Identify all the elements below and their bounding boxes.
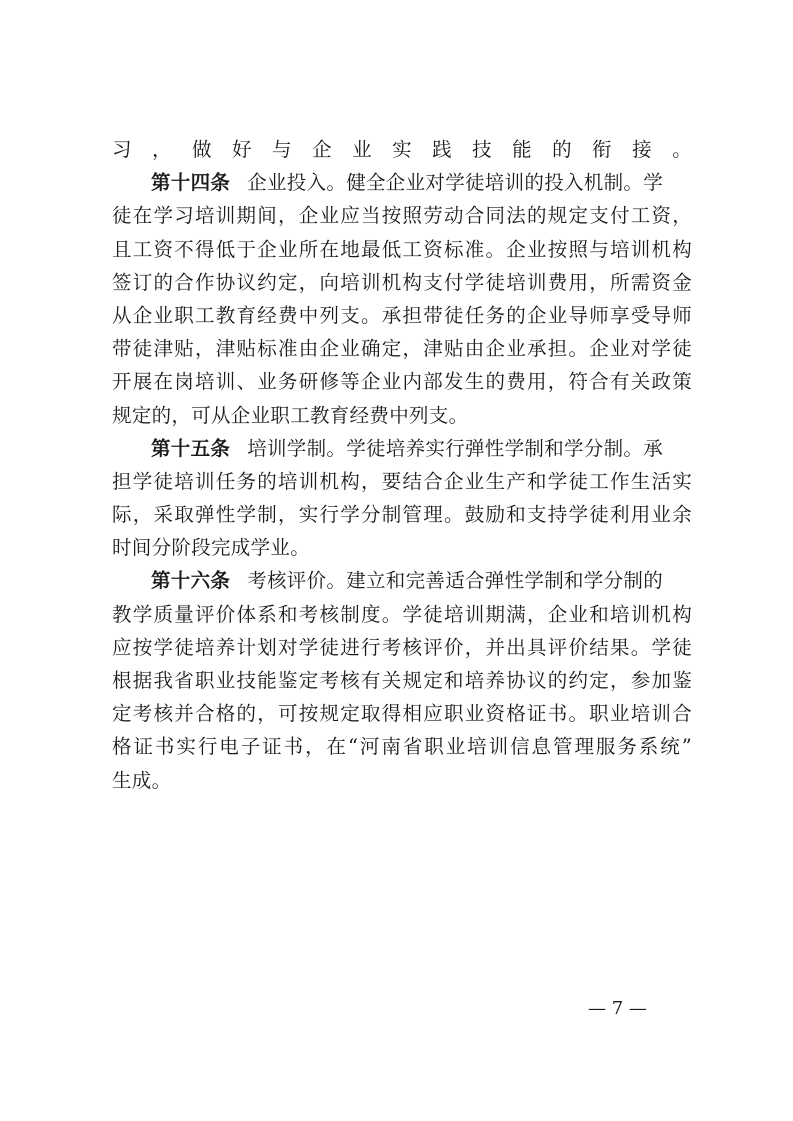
line-text: 际，采取弹性学制，实行学分制管理。鼓励和支持学徒利用业余	[112, 503, 692, 527]
article-heading-line	[112, 564, 692, 597]
article-heading-line	[112, 432, 692, 465]
page-number: — 7 —	[588, 998, 647, 1019]
text-line	[112, 697, 692, 730]
text-line	[112, 531, 692, 564]
text-line	[112, 299, 692, 332]
text-line	[112, 631, 692, 664]
line-text: 培训学制。学徒培养实行弹性学制和学分制。承	[247, 436, 664, 460]
line-text: 习，做好与企业实践技能的衔接。	[112, 138, 692, 161]
line-text: 规定的，可从企业职工教育经费中列支。	[112, 403, 469, 427]
line-text: 时间分阶段完成学业。	[112, 536, 311, 560]
text-line	[112, 233, 692, 266]
text-line	[112, 133, 692, 166]
line-text: 根据我省职业技能鉴定考核有关规定和培养协议的约定，参加鉴	[112, 669, 692, 692]
line-text: 从企业职工教育经费中列支。承担带徒任务的企业导师享受导师	[112, 303, 692, 327]
article-title: 第十六条	[151, 569, 231, 593]
line-text: 开展在岗培训、业务研修等企业内部发生的费用，符合有关政策	[112, 370, 692, 394]
line-text: 企业投入。健全企业对学徒培训的投入机制。学	[247, 171, 664, 195]
text-line	[112, 365, 692, 398]
text-line	[112, 399, 692, 432]
article-title: 第十五条	[151, 436, 231, 460]
line-text: 格证书实行电子证书，在“河南省职业培训信息管理服务系统”	[112, 735, 692, 759]
line-text: 徒在学习培训期间，企业应当按照劳动合同法的规定支付工资，	[112, 204, 692, 228]
line-text: 定考核并合格的，可按规定取得相应职业资格证书。职业培训合	[112, 702, 692, 726]
line-text: 应按学徒培养计划对学徒进行考核评价，并出具评价结果。学徒	[112, 635, 692, 659]
article-title: 第十四条	[151, 171, 231, 195]
text-line	[112, 598, 692, 631]
text-line	[112, 465, 692, 498]
text-line	[112, 764, 692, 797]
text-line	[112, 664, 692, 697]
line-text: 生成。	[112, 768, 172, 792]
line-text: 教学质量评价体系和考核制度。学徒培训期满，企业和培训机构	[112, 602, 692, 626]
text-line	[112, 199, 692, 232]
text-line	[112, 332, 692, 365]
article-heading-line	[112, 166, 692, 199]
text-line	[112, 498, 692, 531]
text-line	[112, 730, 692, 763]
line-text: 签订的合作协议约定，向培训机构支付学徒培训费用，所需资金	[112, 270, 692, 294]
line-text: 带徒津贴，津贴标准由企业确定，津贴由企业承担。企业对学徒	[112, 337, 692, 361]
line-text: 且工资不得低于企业所在地最低工资标准。企业按照与培训机构	[112, 237, 692, 261]
line-text: 考核评价。建立和完善适合弹性学制和学分制的	[247, 569, 664, 593]
body-text	[112, 133, 692, 797]
text-line	[112, 266, 692, 299]
line-text: 担学徒培训任务的培训机构，要结合企业生产和学徒工作生活实	[112, 469, 692, 493]
